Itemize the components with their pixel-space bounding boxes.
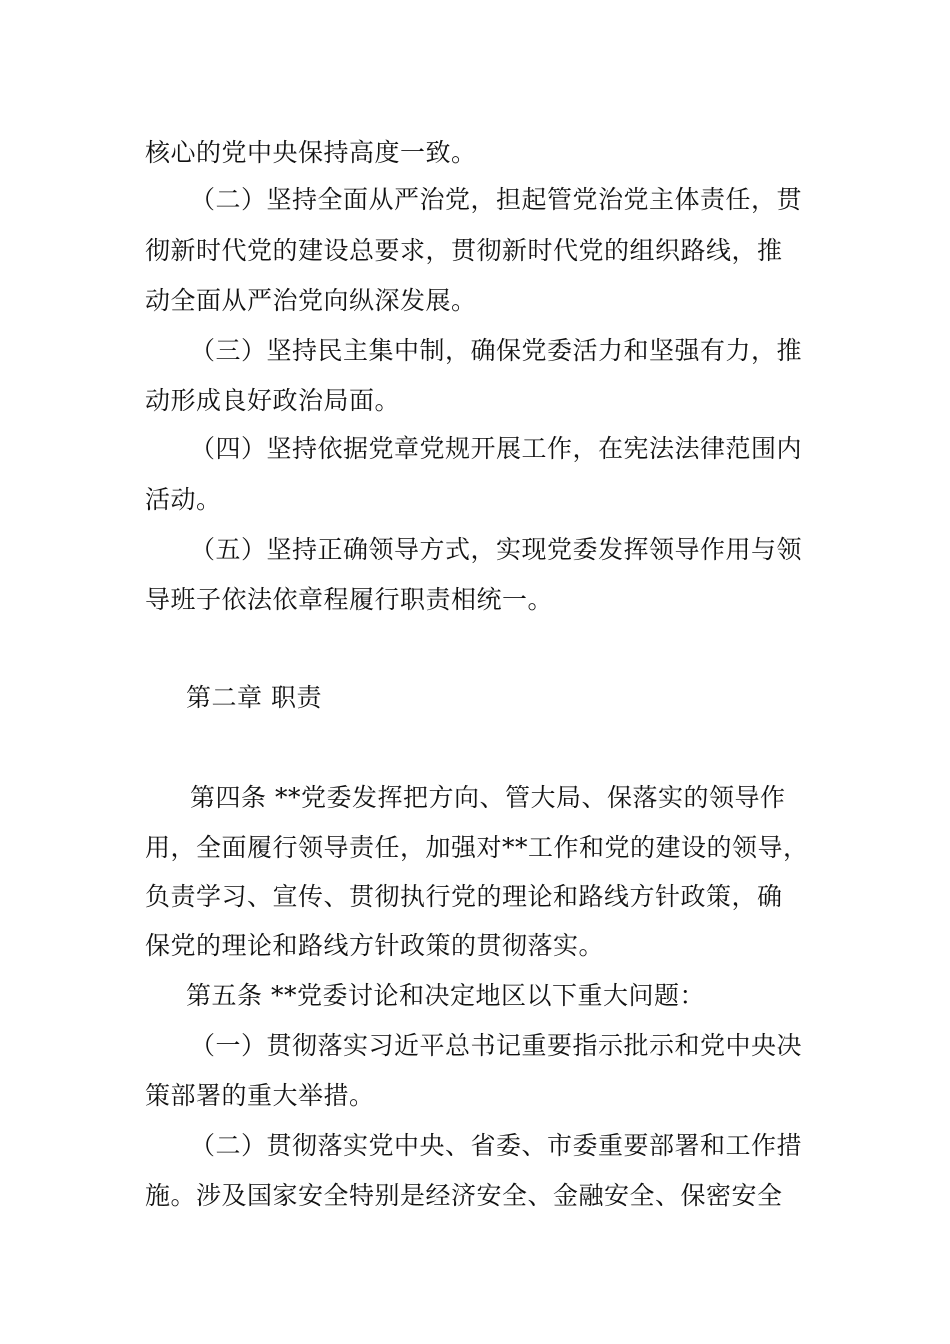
list-item-line: （一）贯彻落实习近平总书记重要指示批示和党中央决 [190,1031,803,1060]
paragraph-line: （三）坚持民主集中制，确保党委活力和坚强有力，推 [190,336,803,365]
chapter-heading: 第二章 职责 [186,683,322,712]
list-item-line: 策部署的重大举措。 [145,1081,375,1110]
paragraph-line: （二）坚持全面从严治党，担起管党治党主体责任，贯 [190,185,803,214]
article-line: 第四条 **党委发挥把方向、管大局、保落实的领导作 [190,783,786,812]
list-item-line: （二）贯彻落实党中央、省委、市委重要部署和工作措 [190,1131,803,1160]
paragraph-line: 活动。 [145,485,222,514]
article-line: 负责学习、宣传、贯彻执行党的理论和路线方针政策，确 [145,882,783,911]
article-line: 用，全面履行领导责任，加强对**工作和党的建设的领导， [145,833,809,862]
list-item-line: 施。涉及国家安全特别是经济安全、金融安全、保密安全 [145,1181,783,1210]
paragraph-line: （四）坚持依据党章党规开展工作，在宪法法律范围内 [190,434,803,463]
paragraph-line: 动形成良好政治局面。 [145,386,401,415]
paragraph-line: 导班子依法依章程履行职责相统一。 [145,585,554,614]
paragraph-line: （五）坚持正确领导方式，实现党委发挥领导作用与领 [190,535,803,564]
article-line: 第五条 **党委讨论和决定地区以下重大问题： [186,981,705,1010]
paragraph-line: 彻新时代党的建设总要求，贯彻新时代党的组织路线，推 [145,236,783,265]
article-line: 保党的理论和路线方针政策的贯彻落实。 [145,931,605,960]
paragraph-line: 动全面从严治党向纵深发展。 [145,286,477,315]
paragraph-line: 核心的党中央保持高度一致。 [145,138,477,167]
